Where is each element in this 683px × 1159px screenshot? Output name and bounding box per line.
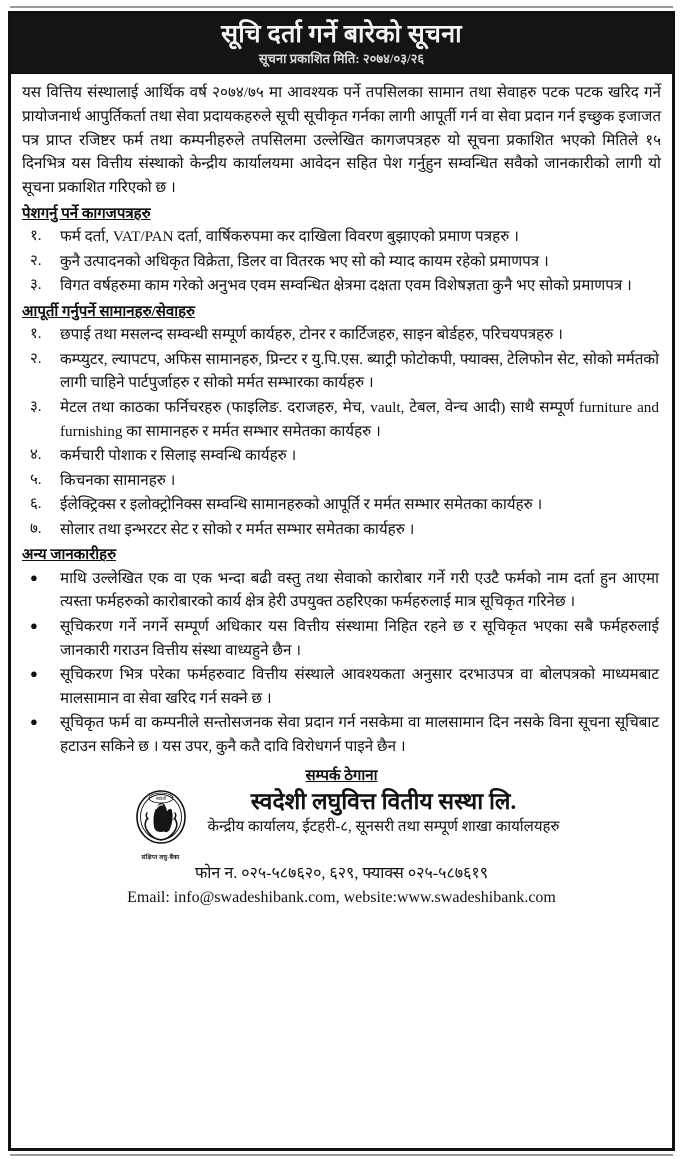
other-info-section-heading: अन्य जानकारीहरु bbox=[22, 547, 117, 564]
organization-address: केन्द्रीय कार्यालय, ईटहरी-८, सूनसरी तथा सम्पूर्ण शाखा कार्यालयहरु bbox=[207, 819, 560, 836]
list-text: किचनका सामानहरु । bbox=[60, 471, 176, 489]
bullet-icon: ● bbox=[30, 666, 38, 682]
notice-body bbox=[11, 74, 672, 1148]
notice-publish-date: सूचना प्रकाशित मिति: २०७४/०३/२६ bbox=[258, 50, 425, 66]
svg-text:स्वदेशी: स्वदेशी bbox=[155, 796, 166, 802]
list-marker: ३. bbox=[30, 277, 42, 294]
notice-header-band bbox=[11, 14, 672, 74]
list-text: कर्मचारी पोशाक र सिलाइ सम्वन्धि कार्यहरु । bbox=[60, 447, 297, 465]
list-text: सूचिकरण भित्र परेका फर्महरुवाट वित्तीय संस्थाले आवश्यकता अनुसार दरभाउपत्र वा बोलपत्रको माध्यमबाट मालसामान वा सेवा खरिद गर्न सक्ने छ । bbox=[60, 666, 659, 707]
list-item bbox=[22, 711, 661, 758]
documents-section-heading-row bbox=[22, 203, 661, 226]
list-text: ईलेक्ट्रिक्स र इलोक्ट्रोनिक्स सम्वन्धि सामानहरुको आपूर्ति र मर्मत सम्भार समेतका कार्यहरु । bbox=[60, 496, 543, 514]
list-item bbox=[22, 518, 661, 542]
list-item bbox=[22, 225, 661, 249]
list-text: कुनै उत्पादनको अधिकृत विक्रेता, डिलर वा वितरक भए सो को म्याद कायम रहेको प्रमाणपत्र । bbox=[60, 252, 549, 270]
documents-list bbox=[22, 225, 661, 299]
list-text: कम्प्युटर, ल्यापटप, अफिस सामानहरु, प्रिन्टर र यु.पि.एस. ब्याट्री फोटोकपी, फ्याक्स, टेलिफोन सेट, सोको मर्मतको लागी चाहिने पार्टपुर्जाहरु र सोको मर्मत सम्भारका कार्यहरु । bbox=[60, 350, 659, 392]
list-item bbox=[22, 663, 661, 710]
list-text: सोलार तथा इन्भरटर सेट र सोको र मर्मत सम्भार समेतका कार्यहरु । bbox=[60, 520, 415, 538]
list-item bbox=[22, 567, 661, 614]
list-marker: ७. bbox=[30, 520, 42, 537]
list-text: माथि उल्लेखित एक वा एक भन्दा बढी वस्तु तथा सेवाको कारोबार गर्ने गरी एउटै फर्मको नाम दर्ता हुन आएमा त्यस्ता फर्महरुको कारोबारको कार्य क्षेत्र हेरी उपयुक्त ठहरिएका फर्महरुलाई मात्र सूचिकृत गरिनेछ । bbox=[60, 569, 659, 611]
list-item bbox=[22, 323, 661, 347]
organization-logo-wrap bbox=[124, 787, 198, 861]
list-text: मेटल तथा काठका फर्निचरहरु (फाइलिङ. दराजहरु, मेच, vault, टेबल, वेन्च आदी) साथै सम्पूर्ण furniture and furnishing का सामानहरु र मर्मत सम्भार समेतका कार्यहरु । bbox=[60, 398, 659, 440]
list-marker: ३. bbox=[30, 398, 42, 415]
list-marker: २. bbox=[30, 252, 42, 269]
contact-block bbox=[22, 787, 661, 861]
bottom-divider-rule bbox=[10, 1154, 673, 1156]
contact-lines bbox=[22, 861, 661, 909]
bullet-icon: ● bbox=[30, 617, 38, 633]
list-item bbox=[22, 444, 661, 468]
list-text: सूचिकरण गर्ने नगर्ने सम्पूर्ण अधिकार यस वित्तीय संस्थामा निहित रहने छ र सूचिकृत भएका सबै फर्महरुलाई जानकारी गराउन वित्तीय संस्था वाध्यहुने छैन । bbox=[60, 617, 659, 659]
list-marker: ६. bbox=[30, 496, 42, 513]
list-marker: १. bbox=[30, 326, 42, 343]
list-text: विगत वर्षहरुमा काम गरेको अनुभव एवम सम्वन्धित क्षेत्रमा दक्षता एवम विशेषज्ञता कुनै भए सोको प्रमाणपत्र । bbox=[60, 277, 632, 295]
contact-heading: सम्पर्क ठेगाना bbox=[305, 768, 378, 785]
other-info-list bbox=[22, 567, 661, 760]
list-item bbox=[22, 250, 661, 274]
organization-details bbox=[208, 787, 560, 838]
top-divider-rule bbox=[10, 6, 673, 8]
bullet-icon: ● bbox=[30, 714, 38, 730]
list-item bbox=[22, 348, 661, 395]
list-text: सूचिकृत फर्म वा कम्पनीले सन्तोसजनक सेवा प्रदान गर्न नसकेमा वा मालसामान दिन नसके विना सूचना सूचिबाट हटाउन सकिने छ । यस उपर, कुनै कतै दावि विरोधगर्न पाइने छैन । bbox=[60, 714, 659, 755]
list-marker: ५. bbox=[30, 471, 42, 488]
organization-logo-icon bbox=[130, 789, 192, 847]
intro-paragraph: यस वित्तिय संस्थालाई आर्थिक वर्ष २०७४/७५ मा आवश्यक पर्ने तपसिलका सामान तथा सेवाहरु पटक पटक खरिद गर्ने प्रायोजनार्थ आपुर्तिकर्ता तथा सेवा प्रदायकहरुले सूची सूचीकृत गर्नका लागी आपूर्ती गर्न वा सेवा प्रदान गर्न इच्छुक इजाजत पत्र प्राप्त रजिष्टर फर्म तथा कम्पनीहरुले तपसिलमा उल्लेखित कागजपत्रहरु यो सूचना प्रकाशित भएको मितिले १५ दिनभित्र यस वित्तीय संस्थाको केन्द्रीय कार्यालयमा आवेदन सहित पेश गर्नुहुन सम्वन्धित सवैको जानकारीको लागी यो सूचना प्रकाशित गरिएको छ । bbox=[22, 84, 661, 196]
list-item bbox=[22, 396, 661, 443]
logo-caption: संक्षिप्त लघु-बैंका bbox=[141, 855, 180, 862]
other-info-section-heading-row bbox=[22, 544, 661, 567]
notice-frame bbox=[8, 11, 675, 1151]
list-text: छपाई तथा मसलन्द सम्वन्धी सम्पूर्ण कार्यहरु, टोनर र कार्टिजहरु, साइन बोर्डहरु, परिचयपत्रहरु । bbox=[60, 326, 563, 344]
list-item bbox=[22, 469, 661, 493]
list-marker: २. bbox=[30, 350, 42, 367]
notice-title: सूचि दर्ता गर्ने बारेको सूचना bbox=[221, 21, 462, 48]
list-marker: १. bbox=[30, 228, 42, 245]
list-item bbox=[22, 274, 661, 298]
list-item bbox=[22, 493, 661, 517]
documents-section-heading: पेशगर्नु पर्ने कागजपत्रहरु bbox=[22, 205, 151, 222]
list-marker: ४. bbox=[30, 447, 42, 464]
organization-email: Email: info@swadeshibank.com, website:www.swadeshibank.com bbox=[127, 888, 556, 906]
supplies-section-heading: आपूर्ती गर्नुपर्ने सामानहरु/सेवाहरु bbox=[22, 303, 196, 320]
bullet-icon: ● bbox=[30, 569, 38, 585]
list-item bbox=[22, 615, 661, 662]
list-text: फर्म दर्ता, VAT/PAN दर्ता, वार्षिकरुपमा कर दाखिला विवरण बुझाएको प्रमाण पत्रहरु । bbox=[60, 228, 519, 246]
supplies-section-heading-row bbox=[22, 301, 661, 324]
organization-name: स्वदेशी लघुवित्त वितीय सस्था लि. bbox=[250, 789, 517, 815]
supplies-list bbox=[22, 323, 661, 542]
organization-phone: फोन न. ०२५-५८७६२०, ६२९, फ्याक्स ०२५-५८७६१९ bbox=[194, 865, 489, 883]
